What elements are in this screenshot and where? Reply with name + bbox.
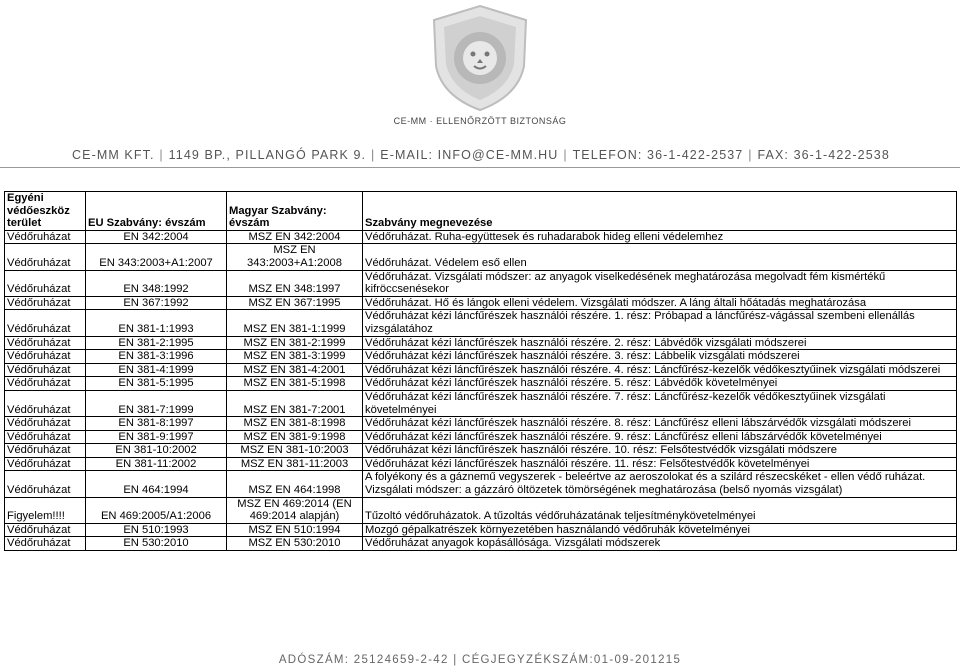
cell-hu-standard: MSZ EN 381-2:1999 bbox=[227, 336, 363, 350]
table-row bbox=[5, 270, 957, 296]
cell-standard-name: Védőruházat kézi láncfűrészek használói részére. 8. rész: Láncfűrész elleni lábszárvédők vizsgálati módszerei bbox=[363, 417, 957, 431]
cell-standard-name: Védőruházat kézi láncfűrészek használói részére. 9. rész: Láncfűrész elleni lábszárvédők követelményei bbox=[363, 430, 957, 444]
table-row bbox=[5, 390, 957, 416]
company-email: E-MAIL: INFO@CE-MM.HU bbox=[380, 148, 559, 162]
cell-standard-name: Védőruházat. Hő és lángok elleni védelem. Vizsgálati módszer. A láng általi hőátadás meghatározása bbox=[363, 296, 957, 310]
cell-eu-standard: EN 464:1994 bbox=[86, 471, 227, 497]
cell-standard-name: A folyékony és a gáznemű vegyszerek - beleértve az aeroszolokat és a szilárd részecskéket - ellen védő ruházat. Vizsgálati módszer: a gázzáró öltözetek tömörségének meghatározása (belső nyomás vizsgálat) bbox=[363, 471, 957, 497]
cell-area: Védőruházat bbox=[5, 390, 86, 416]
table-body bbox=[5, 230, 957, 550]
cell-eu-standard: EN 342:2004 bbox=[86, 230, 227, 244]
cell-standard-name: Védőruházat. Vizsgálati módszer: az anyagok viselkedésének meghatározása megolvadt fém kismértékű kifröccsenésekor bbox=[363, 270, 957, 296]
cell-standard-name: Védőruházat kézi láncfűrészek használói részére. 3. rész: Lábbelik vizsgálati módszerei bbox=[363, 350, 957, 364]
cell-area: Védőruházat bbox=[5, 417, 86, 431]
cell-eu-standard: EN 381-1:1993 bbox=[86, 310, 227, 336]
cell-hu-standard: MSZ EN 464:1998 bbox=[227, 471, 363, 497]
cell-hu-standard: MSZ EN 381-10:2003 bbox=[227, 444, 363, 458]
header-hu-standard: Magyar Szabvány: évszám bbox=[227, 192, 363, 231]
table-row bbox=[5, 417, 957, 431]
cell-standard-name: Védőruházat. Védelem eső ellen bbox=[363, 244, 957, 270]
table-row bbox=[5, 350, 957, 364]
cell-area: Védőruházat bbox=[5, 444, 86, 458]
cell-hu-standard: MSZ EN 381-9:1998 bbox=[227, 430, 363, 444]
separator: | bbox=[563, 148, 568, 162]
cell-hu-standard: MSZ EN 367:1995 bbox=[227, 296, 363, 310]
cell-eu-standard: EN 530:2010 bbox=[86, 537, 227, 551]
lion-shield-icon bbox=[418, 4, 542, 112]
letterhead bbox=[0, 0, 960, 170]
separator: | bbox=[159, 148, 164, 162]
cell-eu-standard: EN 381-2:1995 bbox=[86, 336, 227, 350]
cell-area: Védőruházat bbox=[5, 336, 86, 350]
cell-eu-standard: EN 381-10:2002 bbox=[86, 444, 227, 458]
cell-hu-standard: MSZ EN 343:2003+A1:2008 bbox=[227, 244, 363, 270]
cell-eu-standard: EN 381-7:1999 bbox=[86, 390, 227, 416]
company-fax: FAX: 36-1-422-2538 bbox=[757, 148, 890, 162]
cell-standard-name: Védőruházat kézi láncfűrészek használói részére. 1. rész: Próbapad a láncfűrész-vágással szembeni ellenállás vizsgálatához bbox=[363, 310, 957, 336]
header-divider bbox=[0, 167, 960, 168]
cell-hu-standard: MSZ EN 530:2010 bbox=[227, 537, 363, 551]
cell-area: Védőruházat bbox=[5, 350, 86, 364]
company-address: 1149 BP., PILLANGÓ PARK 9. bbox=[168, 148, 367, 162]
company-name: CE-MM KFT. bbox=[72, 148, 155, 162]
cell-standard-name: Tűzoltó védőruházatok. A tűzoltás védőruházatának teljesítménykövetelményei bbox=[363, 497, 957, 523]
cell-area: Védőruházat bbox=[5, 310, 86, 336]
cell-standard-name: Védőruházat anyagok kopásállósága. Vizsgálati módszerek bbox=[363, 537, 957, 551]
cell-standard-name: Védőruházat kézi láncfűrészek használói részére. 7. rész: Láncfűrész-kezelők védőkesztyűinek vizsgálati követelményei bbox=[363, 390, 957, 416]
cell-eu-standard: EN 348:1992 bbox=[86, 270, 227, 296]
table-row bbox=[5, 230, 957, 244]
table-row bbox=[5, 537, 957, 551]
table-row bbox=[5, 430, 957, 444]
cell-eu-standard: EN 381-11:2002 bbox=[86, 457, 227, 471]
cell-hu-standard: MSZ EN 342:2004 bbox=[227, 230, 363, 244]
separator: | bbox=[748, 148, 753, 162]
cell-hu-standard: MSZ EN 381-3:1999 bbox=[227, 350, 363, 364]
cell-hu-standard: MSZ EN 381-8:1998 bbox=[227, 417, 363, 431]
cell-hu-standard: MSZ EN 469:2014 (EN 469:2014 alapján) bbox=[227, 497, 363, 523]
cell-standard-name: Mozgó gépalkatrészek környezetében használandó védőruhák követelményei bbox=[363, 523, 957, 537]
cell-hu-standard: MSZ EN 381-4:2001 bbox=[227, 363, 363, 377]
cell-standard-name: Védőruházat kézi láncfűrészek használói részére. 4. rész: Láncfűrész-kezelők védőkesztyűinek vizsgálati módszerei bbox=[363, 363, 957, 377]
table-row bbox=[5, 296, 957, 310]
cell-hu-standard: MSZ EN 381-5:1998 bbox=[227, 377, 363, 391]
cell-area: Védőruházat bbox=[5, 230, 86, 244]
company-phone: TELEFON: 36-1-422-2537 bbox=[572, 148, 744, 162]
cell-standard-name: Védőruházat kézi láncfűrészek használói részére. 2. rész: Lábvédők vizsgálati módszerei bbox=[363, 336, 957, 350]
table-header-row bbox=[5, 192, 957, 231]
table-row bbox=[5, 523, 957, 537]
cell-standard-name: Védőruházat kézi láncfűrészek használói részére. 11. rész: Felsőtestvédők követelményei bbox=[363, 457, 957, 471]
cell-eu-standard: EN 381-9:1997 bbox=[86, 430, 227, 444]
cell-hu-standard: MSZ EN 381-7:2001 bbox=[227, 390, 363, 416]
cell-hu-standard: MSZ EN 510:1994 bbox=[227, 523, 363, 537]
header-area: Egyéni védőeszköz terület bbox=[5, 192, 86, 231]
table-row bbox=[5, 336, 957, 350]
cell-eu-standard: EN 469:2005/A1:2006 bbox=[86, 497, 227, 523]
standards-table bbox=[4, 191, 957, 551]
cell-eu-standard: EN 343:2003+A1:2007 bbox=[86, 244, 227, 270]
cell-standard-name: Védőruházat kézi láncfűrészek használói részére. 10. rész: Felsőtestvédők vizsgálati módszere bbox=[363, 444, 957, 458]
brand-slogan: CE-MM · ELLENŐRZÖTT BIZTONSÁG bbox=[393, 116, 567, 126]
cell-area: Védőruházat bbox=[5, 430, 86, 444]
cell-area: Védőruházat bbox=[5, 471, 86, 497]
header-eu-standard: EU Szabvány: évszám bbox=[86, 192, 227, 231]
cell-eu-standard: EN 381-5:1995 bbox=[86, 377, 227, 391]
cell-hu-standard: MSZ EN 381-1:1999 bbox=[227, 310, 363, 336]
table-row bbox=[5, 444, 957, 458]
cell-hu-standard: MSZ EN 381-11:2003 bbox=[227, 457, 363, 471]
cell-area: Védőruházat bbox=[5, 296, 86, 310]
cell-standard-name: Védőruházat. Ruha-együttesek és ruhadarabok hideg elleni védelemhez bbox=[363, 230, 957, 244]
cell-area: Védőruházat bbox=[5, 457, 86, 471]
cell-eu-standard: EN 381-3:1996 bbox=[86, 350, 227, 364]
cell-area: Figyelem!!!! bbox=[5, 497, 86, 523]
table-row bbox=[5, 471, 957, 497]
cell-area: Védőruházat bbox=[5, 523, 86, 537]
cell-area: Védőruházat bbox=[5, 244, 86, 270]
table-row bbox=[5, 497, 957, 523]
cell-area: Védőruházat bbox=[5, 537, 86, 551]
cell-area: Védőruházat bbox=[5, 363, 86, 377]
contact-line bbox=[72, 148, 890, 162]
cell-hu-standard: MSZ EN 348:1997 bbox=[227, 270, 363, 296]
table-row bbox=[5, 310, 957, 336]
cell-eu-standard: EN 510:1993 bbox=[86, 523, 227, 537]
table-row bbox=[5, 363, 957, 377]
cell-area: Védőruházat bbox=[5, 270, 86, 296]
cell-area: Védőruházat bbox=[5, 377, 86, 391]
table-row bbox=[5, 244, 957, 270]
header-standard-name: Szabvány megnevezése bbox=[363, 192, 957, 231]
cell-eu-standard: EN 367:1992 bbox=[86, 296, 227, 310]
separator: | bbox=[371, 148, 376, 162]
table-row bbox=[5, 457, 957, 471]
cell-eu-standard: EN 381-4:1999 bbox=[86, 363, 227, 377]
cell-standard-name: Védőruházat kézi láncfűrészek használói részére. 5. rész: Lábvédők követelményei bbox=[363, 377, 957, 391]
footer-tax-info: ADÓSZÁM: 25124659-2-42 | CÉGJEGYZÉKSZÁM:01-09-201215 bbox=[278, 654, 682, 666]
cell-eu-standard: EN 381-8:1997 bbox=[86, 417, 227, 431]
table-row bbox=[5, 377, 957, 391]
